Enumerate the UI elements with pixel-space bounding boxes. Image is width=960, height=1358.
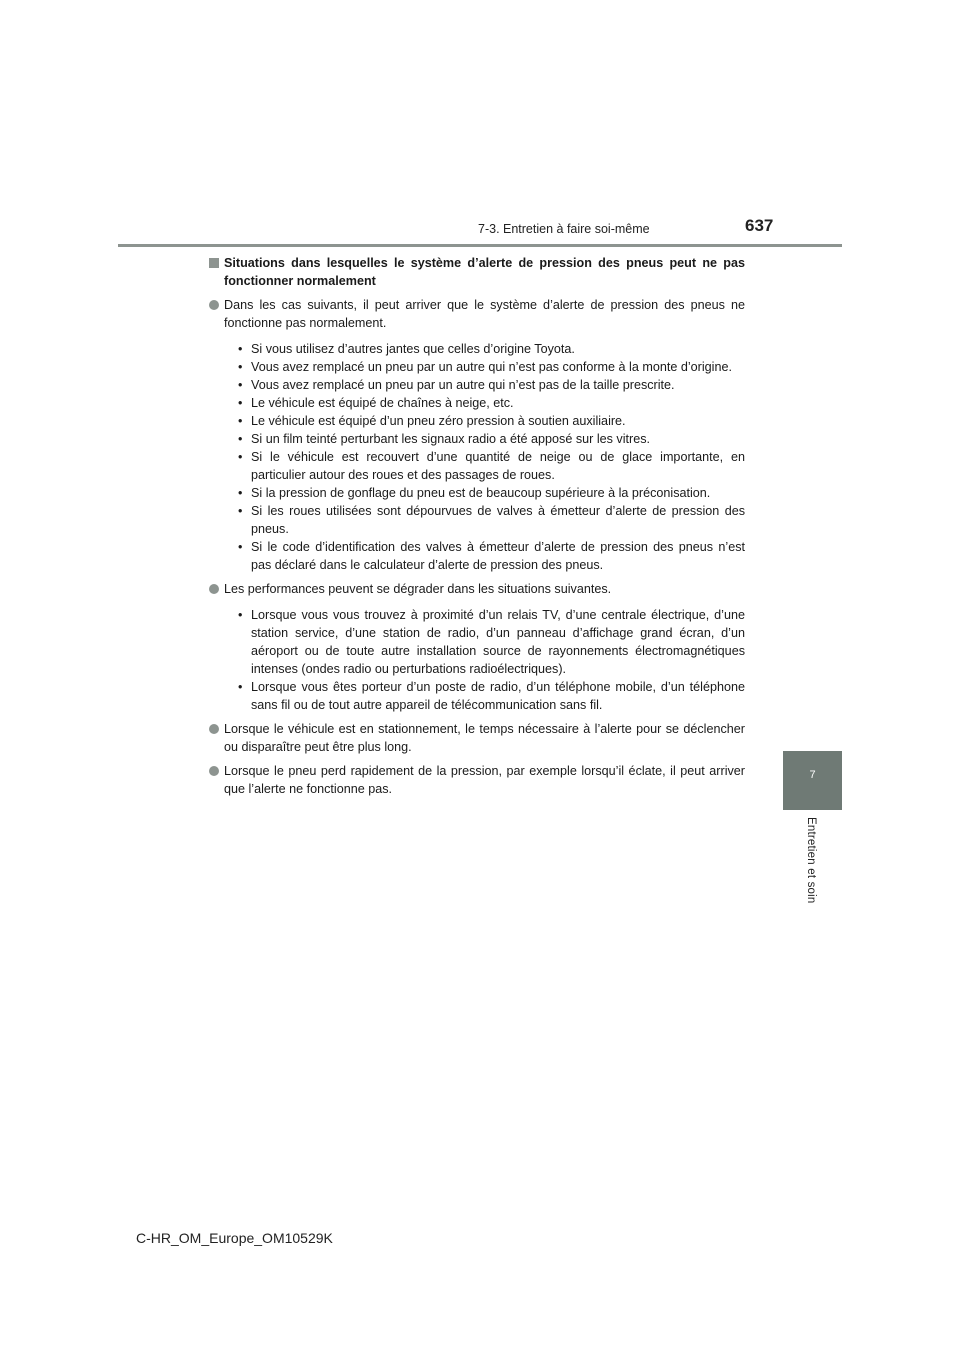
sub-list-item: • Vous avez remplacé un pneu par un autre qui n’est pas conforme à la monte d’origine. bbox=[238, 358, 745, 376]
section-title: Situations dans lesquelles le système d’alerte de pression des pneus peut ne pas fonctionner normalement bbox=[224, 256, 745, 288]
chapter-tab-label: Entretien et soin bbox=[805, 817, 817, 904]
bullet-text: Lorsque le pneu perd rapidement de la pression, par exemple lorsqu’il éclate, il peut arriver que l’alerte ne fonctionne pas. bbox=[224, 764, 745, 796]
sub-list-item: • Si les roues utilisées sont dépourvues de valves à émetteur d’alerte de pression des pneus. bbox=[238, 502, 745, 538]
main-content bbox=[209, 254, 745, 798]
sub-list-item: • Vous avez remplacé un pneu par un autre qui n’est pas de la taille prescrite. bbox=[238, 376, 745, 394]
header-section-title: 7-3. Entretien à faire soi-même bbox=[478, 222, 650, 236]
bullet-text: Les performances peuvent se dégrader dans les situations suivantes. bbox=[224, 582, 612, 596]
sub-list-item: • Lorsque vous vous trouvez à proximité d’un relais TV, d’une centrale électrique, d’une station service, d’une station de radio, d’un panneau d’affichage grand écran, d’un aéroport ou de toute autre installation source de rayonnements électromagnétiques intenses (ondes radio ou perturbations radioélectriques). bbox=[238, 606, 745, 678]
bullet-text: Lorsque le véhicule est en stationnement, le temps nécessaire à l’alerte pour se déclencher ou disparaître peut être plus long. bbox=[224, 722, 745, 754]
circle-bullet-icon bbox=[209, 724, 219, 734]
sub-list bbox=[238, 340, 745, 574]
bullet-block bbox=[209, 296, 745, 574]
square-bullet-icon bbox=[209, 258, 219, 268]
bullet-item bbox=[209, 720, 745, 756]
bullet-block bbox=[209, 580, 745, 714]
chapter-tab[interactable] bbox=[783, 751, 842, 810]
page-number: 637 bbox=[745, 216, 774, 235]
bullet-item bbox=[209, 762, 745, 798]
bullet-item bbox=[209, 296, 745, 332]
bullet-item bbox=[209, 580, 745, 598]
circle-bullet-icon bbox=[209, 766, 219, 776]
section-heading bbox=[209, 254, 745, 290]
sub-list-item: • Si le code d’identification des valves à émetteur d’alerte de pression des pneus n’est pas déclaré dans le calculateur d’alerte de pression des pneus. bbox=[238, 538, 745, 574]
bullet-block bbox=[209, 720, 745, 756]
sub-list-item: • Le véhicule est équipé d’un pneu zéro pression à soutien auxiliaire. bbox=[238, 412, 745, 430]
circle-bullet-icon bbox=[209, 584, 219, 594]
sub-list-item: • Si la pression de gonflage du pneu est de beaucoup supérieure à la préconisation. bbox=[238, 484, 745, 502]
header-divider bbox=[118, 244, 842, 247]
bullet-block bbox=[209, 762, 745, 798]
sub-list-item: • Si le véhicule est recouvert d’une quantité de neige ou de glace importante, en particulier autour des roues et des passages de roues. bbox=[238, 448, 745, 484]
sub-list-item: • Si vous utilisez d’autres jantes que celles d’origine Toyota. bbox=[238, 340, 745, 358]
sub-list-item: • Le véhicule est équipé de chaînes à neige, etc. bbox=[238, 394, 745, 412]
sub-list-item: • Lorsque vous êtes porteur d’un poste de radio, d’un téléphone mobile, d’un téléphone sans fil ou de tout autre appareil de télécommunication sans fil. bbox=[238, 678, 745, 714]
sub-list bbox=[238, 606, 745, 714]
chapter-tab-number: 7 bbox=[809, 769, 816, 781]
sub-list-item: • Si un film teinté perturbant les signaux radio a été apposé sur les vitres. bbox=[238, 430, 745, 448]
circle-bullet-icon bbox=[209, 300, 219, 310]
bullet-text: Dans les cas suivants, il peut arriver que le système d’alerte de pression des pneus ne fonctionne pas normalement. bbox=[224, 298, 745, 330]
document-id: C-HR_OM_Europe_OM10529K bbox=[136, 1230, 333, 1246]
